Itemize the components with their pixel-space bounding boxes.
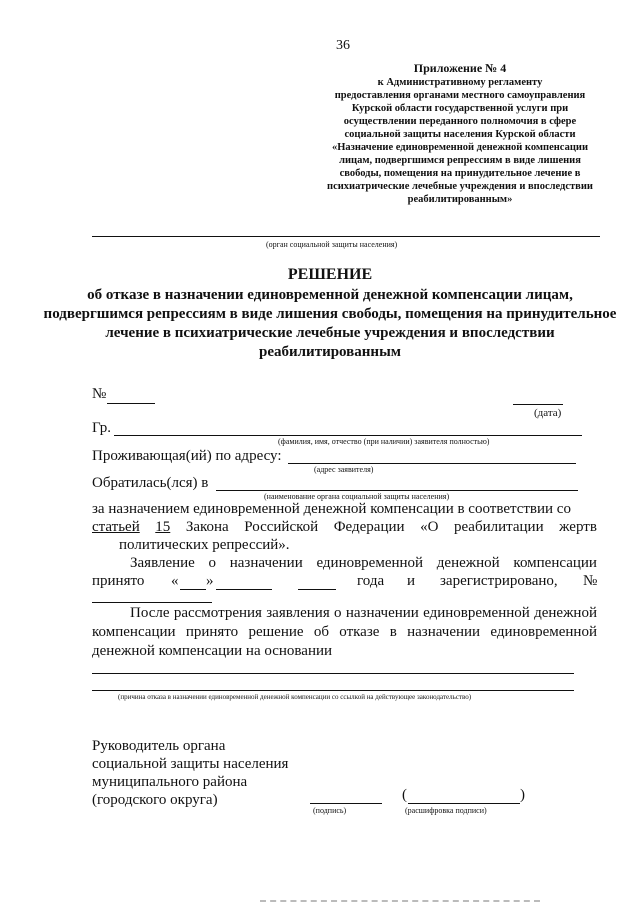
law-continuation: политических репрессий». <box>119 537 290 553</box>
and-word: и <box>407 573 416 589</box>
accepted-word: принято <box>92 573 145 589</box>
appendix-title: Приложение № 4 <box>413 61 507 75</box>
appendix-block <box>300 62 620 206</box>
citizen-field-line[interactable] <box>114 435 582 436</box>
decision-subtitle: об отказе в назначении единовременной денежной компенсации лицам, подвергшимся репрессиям в виде лишения свободы, помещения на принудительное лечение в психиатрические лечебные учреждения и впоследствии реабилитированным <box>43 287 617 360</box>
registered-word: зарегистрировано, <box>440 573 558 589</box>
signature-title <box>92 737 288 809</box>
law-line <box>92 519 597 536</box>
appendix-line: к Административному регламенту <box>377 77 543 88</box>
decode-paren-open: ( <box>402 787 407 803</box>
registration-number-sign: № <box>583 573 598 589</box>
appendix-line: социальной защиты населения Курской области <box>344 129 576 140</box>
appendix-line: предоставления органами местного самоуправления <box>334 90 586 101</box>
appendix-line: лицам, подвергшимся репрессиям в виде лишения <box>339 155 581 166</box>
application-word: о <box>208 555 217 571</box>
application-word: Заявление <box>130 555 195 571</box>
decode-paren-close: ) <box>520 787 525 803</box>
date-open-quote: « <box>171 573 179 589</box>
citizen-caption: (фамилия, имя, отчество (при наличии) заявителя полностью) <box>278 437 490 446</box>
law-link-number[interactable]: 15 <box>155 519 171 535</box>
address-field-line[interactable] <box>288 463 576 464</box>
appendix-line: «Назначение единовременной денежной компенсации <box>332 142 588 153</box>
applied-caption: (наименование органа социальной защиты населения) <box>264 492 450 501</box>
reason-field-line-2[interactable] <box>92 690 574 691</box>
year-field-line[interactable] <box>298 589 336 590</box>
appendix-line: Курской области государственной услуги при <box>351 103 569 114</box>
address-caption: (адрес заявителя) <box>314 465 374 474</box>
law-word: Федерации <box>333 519 405 535</box>
signature-line: муниципального района <box>92 774 248 790</box>
application-word: назначении <box>229 555 303 571</box>
date-caption: (дата) <box>534 407 562 419</box>
address-label: Проживающая(ий) по адресу: <box>92 448 282 464</box>
purpose-text: за назначением единовременной денежной компенсации в соответствии со <box>92 501 571 517</box>
applied-field-line[interactable] <box>216 490 578 491</box>
reason-caption: (причина отказа в назначении единовременной денежной компенсации со ссылкой на действующее законодательство) <box>118 693 472 701</box>
scan-artifact <box>260 900 540 907</box>
appendix-line: осуществлении переданного полномочия в сфере <box>343 116 577 127</box>
application-word: компенсации <box>513 555 597 571</box>
month-field-line[interactable] <box>216 589 272 590</box>
citizen-label: Гр. <box>92 420 111 436</box>
law-word: реабилитации <box>453 519 544 535</box>
date-close-quote: » <box>206 573 214 589</box>
appendix-line: свободы, помещения на принудительное лечение в <box>339 168 581 179</box>
law-word: Российской <box>244 519 319 535</box>
number-field-line[interactable] <box>107 403 155 404</box>
signature-line: (городского округа) <box>92 792 218 808</box>
decision-heading: РЕШЕНИЕ <box>287 266 373 283</box>
application-line <box>130 555 597 572</box>
organ-field-line[interactable] <box>92 236 600 237</box>
date-field-line[interactable] <box>513 404 563 405</box>
signature-field-line[interactable] <box>310 803 382 804</box>
application-word: денежной <box>436 555 500 571</box>
registration-number-line[interactable] <box>92 602 212 603</box>
application-word: единовременной <box>316 555 424 571</box>
year-word: года <box>357 573 385 589</box>
law-word: Закона <box>185 519 229 535</box>
signature-line: социальной защиты населения <box>92 756 289 772</box>
page-number: 36 <box>336 38 350 53</box>
signature-line: Руководитель органа <box>92 738 226 754</box>
number-label: № <box>92 386 107 402</box>
applied-label: Обратилась(лся) в <box>92 475 209 491</box>
decode-caption: (расшифровка подписи) <box>405 806 487 815</box>
law-word: «О <box>420 519 439 535</box>
appendix-line: психиатрические лечебные учреждения и впоследствии <box>327 181 593 192</box>
law-link-word[interactable]: статьей <box>92 519 140 535</box>
decode-field-line[interactable] <box>408 803 520 804</box>
organ-caption: (орган социальной защиты населения) <box>266 240 398 249</box>
review-paragraph: После рассмотрения заявления о назначении единовременной денежной компенсации принято решение об отказе в назначении единовременной денежной компенсации на основании <box>92 605 597 659</box>
day-field-line[interactable] <box>180 589 206 590</box>
law-word: жертв <box>559 519 597 535</box>
appendix-line: реабилитированным» <box>407 194 513 205</box>
sign-caption: (подпись) <box>313 806 347 815</box>
reason-field-line-1[interactable] <box>92 673 574 674</box>
